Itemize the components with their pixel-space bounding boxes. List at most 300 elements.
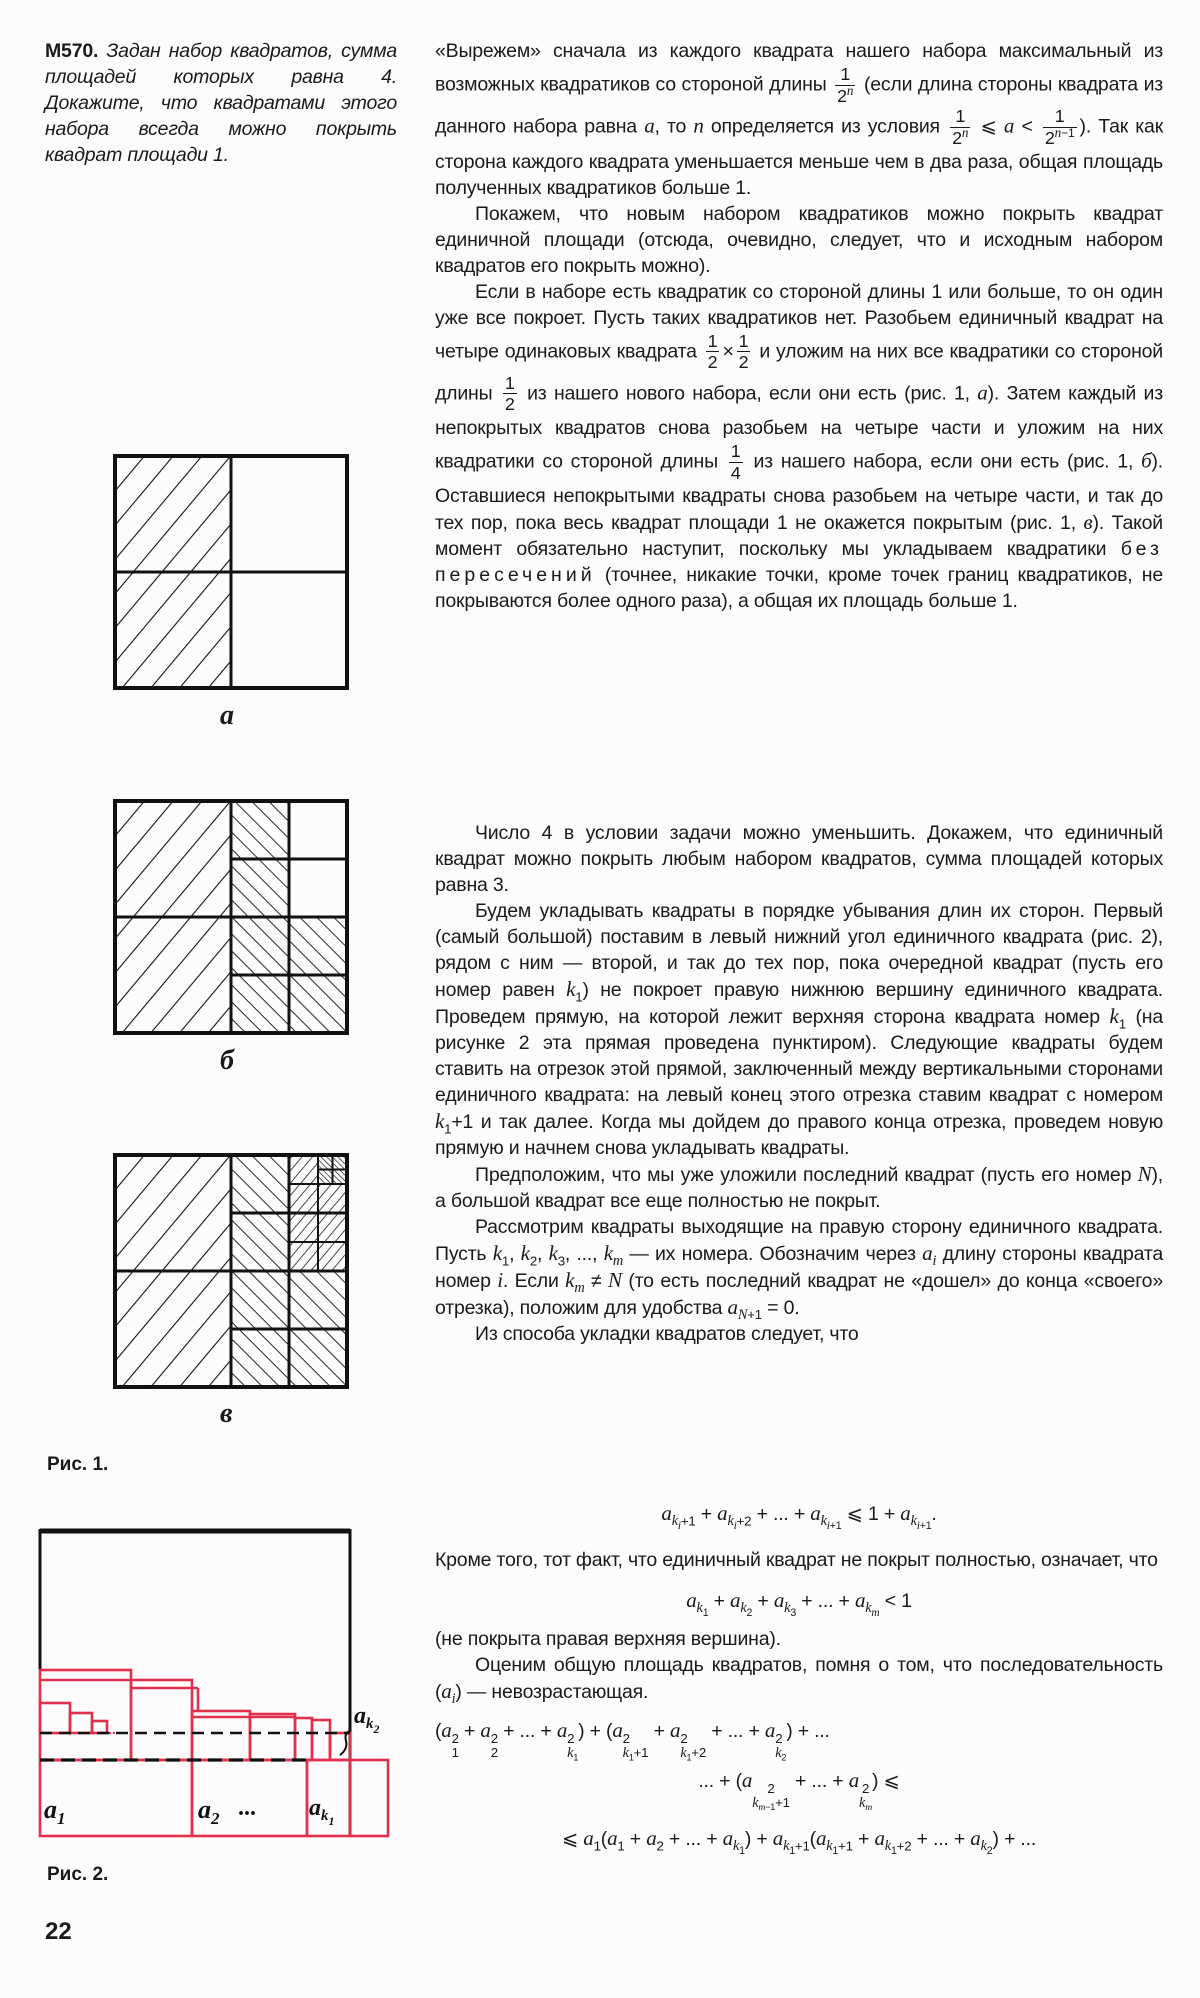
math-symbol (520, 1241, 537, 1269)
sub-sup-stack (452, 1732, 459, 1760)
math-variable: k (520, 1241, 530, 1265)
math-symbol (727, 1295, 762, 1324)
math-symbol (583, 1825, 601, 1854)
text-run: (на рисунке 2 эта прямая проведена пунктиром). Следующие квадраты будем ставить на отрезок этой прямой, заключенный между вертикальными сторонами единичного квадрата: на левый конец этого отрезка ставим квадрат с номером (435, 1006, 1164, 1106)
subscript (574, 1280, 584, 1295)
superscript (1055, 126, 1075, 140)
math-symbol (669, 1718, 706, 1763)
fraction-denominator: 2 (504, 394, 515, 415)
math-variable: k (622, 1744, 629, 1761)
text-run: Если в наборе есть квадратик со стороной длины 1 или больше, то он один уже все покроет. Пусть таких квадратиков нет. Разобьем единичный квадрат на четыре одинаковых квадрата (435, 280, 1163, 362)
math-symbol (859, 1794, 873, 1814)
sub-sup-stack (859, 1780, 873, 1814)
subscript (613, 1253, 623, 1268)
subscript: 1 (890, 1845, 897, 1858)
text-run: Рассмотрим квадраты выходящие на правую сторону единичного квадрата. Пусть (435, 1216, 1163, 1265)
math-variable: n (1054, 125, 1062, 141)
math-symbol (671, 1513, 681, 1533)
math-variable: m (758, 1802, 766, 1814)
fraction (503, 373, 517, 415)
text-run: ... + ( (698, 1769, 742, 1792)
fraction-numerator: 1 (950, 106, 970, 128)
segment-group (859, 1794, 873, 1814)
text-run: ⩽ (973, 115, 1004, 138)
text-run: , (509, 1243, 521, 1265)
problem-number: М570. (45, 40, 99, 62)
math-variable: k (732, 1838, 740, 1855)
fraction (737, 331, 751, 373)
subscript: 1 (789, 1845, 795, 1858)
subscript (758, 1802, 775, 1812)
label-ak2: $a_{k2}$ (354, 1703, 380, 1736)
math-variable: a (441, 1679, 452, 1703)
fraction (1043, 106, 1077, 148)
text-run: +1 (919, 1520, 932, 1533)
formula-sum-squares-3 (435, 1825, 1163, 1858)
fraction-numerator: 1 (1043, 106, 1077, 128)
text-run: 2 (567, 1730, 575, 1746)
fraction-denominator (950, 125, 970, 149)
fraction-numerator: 1 (738, 330, 749, 351)
math-symbol (1109, 1004, 1126, 1032)
label-ak1: $a_{k1}$ (309, 1795, 335, 1828)
math-variable: m (865, 1802, 873, 1814)
math-symbol (752, 1794, 776, 1814)
sub-sup-stack (752, 1780, 790, 1814)
segment-group (623, 1746, 649, 1761)
text-run: + (852, 1827, 875, 1850)
math-symbol (435, 1109, 452, 1137)
figure-1c-label: в (220, 1398, 233, 1429)
text-run: < 1 (879, 1590, 912, 1612)
math-symbol (480, 1718, 498, 1760)
text-run: ≠ (584, 1270, 608, 1292)
math-variable: k (826, 1838, 833, 1855)
text-run: + (752, 1590, 774, 1612)
math-variable: k (671, 1513, 678, 1530)
math-variable: a (717, 1501, 728, 1525)
text-run: 2 (490, 1730, 498, 1746)
math-variable: k (740, 1600, 747, 1617)
math-symbol (492, 1241, 510, 1269)
text-run: −1 (765, 1802, 776, 1813)
solution-block-b (435, 820, 1163, 1347)
subscript (826, 1838, 853, 1858)
math-variable: n (846, 82, 854, 98)
subscript: 1 (444, 1121, 452, 1137)
fraction-denominator (835, 82, 855, 107)
text-run: , (536, 1243, 549, 1265)
subscript (784, 1600, 797, 1620)
math-variable: m (612, 1253, 623, 1270)
text-run: +1 (794, 1838, 810, 1854)
math-variable: n (961, 125, 969, 141)
text-run: +2 (736, 1513, 752, 1529)
subscript (671, 1513, 696, 1533)
paragraph (435, 1214, 1164, 1324)
math-variable: k (859, 1794, 866, 1811)
math-symbol (441, 1718, 459, 1760)
math-symbol (784, 1600, 797, 1620)
text-run: ), а большой квадрат все еще полностью не покрыт. (435, 1164, 1163, 1212)
math-symbol (874, 1825, 912, 1858)
paragraph (435, 1652, 1163, 1708)
math-variable: k (783, 1838, 790, 1855)
subscript (865, 1802, 872, 1812)
text-run: . Если (502, 1270, 566, 1292)
text-run: 2 (952, 127, 962, 148)
text-run: +1 и так далее. Когда мы дойдем до правого конца отрезка, проведем новую прямую и начнем снова укладывать квадраты. (435, 1111, 1163, 1159)
math-variable: a (900, 1501, 911, 1525)
text-run: ) + ( (578, 1720, 613, 1742)
segment-group (567, 1746, 578, 1761)
math-symbol (848, 1767, 873, 1814)
math-variable: a (480, 1718, 491, 1742)
text-run: ). Так как сторона каждого квадрата уменьшается меньше чем в два раза, общая площадь полученных квадратиков больше 1. (435, 115, 1164, 199)
math-variable: k (775, 1744, 782, 1761)
math-symbol (740, 1600, 753, 1620)
math-variable: a (810, 1501, 821, 1525)
subscript: 1 (628, 1752, 634, 1763)
subscript: 3 (557, 1253, 565, 1269)
text-run: Будем укладывать квадраты в порядке убывания длин их сторон. Первый (самый большой) поставим в левый нижний угол единичного квадрата (рис. 2), рядом с ним — второй, и так до тех пор, пока очередной квадрат (пусть его номер равен (435, 900, 1163, 1001)
text-run: ( (435, 1720, 442, 1742)
math-variable: k (680, 1744, 687, 1761)
math-variable: i (932, 1253, 937, 1270)
subscript (910, 1513, 932, 1533)
text-run: 2 (767, 1780, 775, 1796)
text-run: + ... + (497, 1720, 557, 1742)
formula-inequality-2 (435, 1587, 1163, 1620)
subscript: 2 (986, 1845, 993, 1858)
paragraph (435, 1626, 1163, 1652)
text-run: 2 (775, 1730, 783, 1746)
text-run: ). Такой момент обязательно наступит, поскольку мы укладываем квадратики (435, 512, 1163, 561)
problem-statement (45, 38, 397, 168)
math-variable: N (608, 1268, 622, 1292)
math-symbol (884, 1838, 897, 1858)
math-symbol (970, 1825, 993, 1858)
math-variable: k (884, 1838, 891, 1855)
subscript: 1 (832, 1845, 839, 1858)
math-variable: в (1083, 510, 1093, 535)
math-symbol (810, 1501, 842, 1533)
fraction-numerator: 1 (707, 330, 718, 351)
math-symbol (764, 1718, 787, 1763)
text-run: +1 (633, 1744, 649, 1760)
text-run: из нашего набора, если они есть (рис. 1, (745, 450, 1142, 473)
math-symbol (565, 1268, 585, 1297)
text-run: и уложим на них все квадратики со стороной длины (435, 339, 1163, 405)
text-run: Из способа укладки квадратов следует, что (475, 1323, 859, 1345)
text-run: Предположим, что мы уже уложили последний квадрат (пусть его номер (475, 1164, 1138, 1186)
superscript (847, 84, 853, 98)
subscript: 1 (501, 1253, 510, 1269)
text-run: из нашего нового набора, если они есть (рис. 1, (519, 382, 978, 405)
math-variable: a (727, 1295, 738, 1319)
math-symbol (696, 1600, 709, 1620)
text-run: = 0. (761, 1297, 800, 1319)
superscript (962, 126, 968, 140)
math-variable: i (497, 1268, 503, 1292)
math-symbol (441, 1679, 456, 1708)
text-run: +1 (838, 1838, 853, 1854)
text-run: + (458, 1720, 481, 1742)
math-variable: i (916, 1520, 920, 1533)
paragraph (435, 279, 1163, 615)
subscript: 1 (739, 1845, 745, 1858)
math-variable: б (1141, 448, 1152, 473)
math-variable: a (970, 1825, 981, 1850)
math-symbol (775, 1744, 787, 1763)
math-symbol (773, 1588, 797, 1620)
text-run: ( (809, 1827, 816, 1850)
text-run: × (722, 339, 734, 362)
text-run: ) — невозрастающая. (455, 1681, 649, 1703)
math-variable: k (727, 1513, 734, 1530)
math-variable: a (644, 113, 655, 138)
label-dots: ... (238, 1795, 256, 1821)
segment-group (680, 1746, 706, 1761)
figure-1b-label: б (220, 1045, 234, 1076)
math-symbol (865, 1600, 880, 1620)
subscript (783, 1838, 810, 1858)
math-variable: k (784, 1600, 791, 1617)
subscript (980, 1838, 993, 1858)
math-variable: k (566, 977, 576, 1001)
math-symbol (722, 1825, 745, 1858)
text-run: , то (654, 115, 694, 138)
math-symbol (730, 1588, 753, 1620)
label-a2: $a_2$ (198, 1795, 220, 1828)
math-symbol (783, 1838, 795, 1858)
math-variable: i (733, 1520, 737, 1533)
math-symbol (900, 1501, 932, 1533)
math-variable: k (435, 1109, 445, 1133)
math-symbol (686, 1588, 709, 1620)
math-symbol (820, 1513, 842, 1533)
subscript: 2 (746, 1607, 753, 1620)
math-variable: m (574, 1280, 585, 1297)
math-variable: a (730, 1588, 741, 1612)
text-run: «Вырежем» сначала из каждого квадрата нашего набора максимальный из возможных квадратиков со стороной длины (435, 40, 1163, 96)
text-run: (не покрыта правая верхняя вершина). (435, 1628, 781, 1650)
page-number: 22 (45, 1918, 72, 1945)
text-run: −1 (1061, 126, 1075, 141)
text-run: . (931, 1503, 937, 1525)
fraction-denominator: 2 (738, 352, 749, 373)
text-run: ) ⩽ (872, 1769, 900, 1792)
fraction (835, 64, 855, 106)
math-symbol (922, 1241, 937, 1270)
math-variable: a (922, 1241, 933, 1265)
fraction (706, 331, 720, 373)
text-run: (то есть последний квадрат не «дошел» до конца «своего» отрезка), положим для удобства (435, 1270, 1163, 1319)
fraction-denominator: 2 (707, 352, 718, 373)
segment-group (752, 1794, 790, 1814)
math-variable: a (607, 1825, 618, 1850)
math-variable: N (1137, 1162, 1152, 1186)
math-symbol (622, 1744, 634, 1763)
sub-sup-stack (491, 1732, 498, 1760)
figure-1a-label: а (220, 700, 234, 731)
fraction (729, 441, 743, 483)
math-variable: n (693, 113, 704, 138)
formula-inequality-1 (435, 1500, 1163, 1533)
math-symbol (567, 1744, 579, 1763)
math-symbol (603, 1241, 623, 1270)
math-variable: k (567, 1744, 574, 1761)
paragraph (435, 1321, 1163, 1347)
paragraph (435, 1547, 1163, 1573)
math-variable: a (612, 1718, 623, 1742)
small-squares-dots: ... (108, 1721, 120, 1737)
paragraph (435, 201, 1163, 279)
text-run: Покажем, что новым набором квадратиков можно покрыть квадрат единичной площади (отсюда, очевидно, следует, что и исходным набором квадратов его покрыть можно). (435, 202, 1163, 277)
text-run: +2 (896, 1838, 912, 1854)
figure-1c-diagram (112, 1152, 350, 1390)
math-symbol (661, 1501, 696, 1533)
math-variable: a (764, 1718, 776, 1742)
fraction-numerator: 1 (730, 441, 741, 461)
subscript (820, 1513, 842, 1533)
math-variable: a (669, 1718, 681, 1742)
math-symbol (727, 1513, 737, 1533)
text-run: — их номера. Обозначим через (622, 1243, 923, 1265)
math-variable: k (1109, 1004, 1119, 1028)
fraction-denominator (1043, 125, 1077, 149)
math-symbol (732, 1838, 745, 1858)
math-variable: k (865, 1600, 872, 1617)
math-variable: m (871, 1607, 880, 1620)
fraction-numerator: 1 (504, 372, 515, 393)
sub-sup-stack (567, 1732, 578, 1761)
figure-1-caption: Рис. 1. (47, 1454, 109, 1475)
fraction (950, 106, 970, 148)
math-variable: a (741, 1767, 753, 1792)
text-run: 2 (861, 1780, 870, 1796)
paragraph (435, 820, 1163, 898)
math-symbol (741, 1767, 790, 1814)
text-run: определяется из условия (703, 115, 948, 138)
subscript: 3 (790, 1607, 797, 1620)
subscript: 2 (656, 1838, 664, 1854)
text-run: 2 (1044, 127, 1055, 148)
math-symbol (548, 1241, 565, 1269)
math-variable: i (451, 1691, 456, 1708)
math-variable: a (874, 1825, 885, 1850)
spaced-emphasis: без пересечений (435, 538, 1163, 587)
figure-2-caption: Рис. 2. (47, 1864, 109, 1885)
segment-group (775, 1746, 786, 1761)
text-run: 2 (680, 1730, 688, 1746)
math-variable: a (556, 1718, 568, 1742)
text-run: Оценим общую площадь квадратов, помня о том, что последовательность ( (435, 1654, 1163, 1703)
subscript (917, 1521, 932, 1533)
text-run: ). Затем каждый из непокрытых квадратов снова разобьем на четыре части и уложим на них квадратики со стороной длины (435, 382, 1163, 473)
text-run: ⩽ (561, 1827, 584, 1850)
subscript: 1 (686, 1752, 692, 1763)
text-run: ⩽ 1 + (841, 1503, 901, 1525)
math-symbol (607, 1825, 625, 1854)
figure-2-diagram (38, 1525, 398, 1845)
text-run: +1 (775, 1794, 790, 1810)
text-run: + ... + (911, 1827, 971, 1850)
math-symbol (980, 1838, 993, 1858)
subscript: 1 (617, 1838, 625, 1854)
math-symbol (854, 1588, 880, 1620)
text-run: +1 (829, 1520, 842, 1533)
math-variable: a (661, 1501, 672, 1525)
math-variable: a (686, 1588, 697, 1612)
math-variable: N (737, 1307, 748, 1324)
subscript (740, 1600, 753, 1620)
subscript: 1 (702, 1607, 709, 1620)
text-run: + ... + (663, 1827, 723, 1850)
text-run: + (695, 1503, 718, 1525)
text-run: + ... + (789, 1769, 849, 1792)
math-variable: a (722, 1825, 733, 1850)
text-run: + (708, 1590, 731, 1612)
math-symbol (815, 1825, 853, 1858)
math-variable: k (548, 1241, 558, 1265)
text-run: ) не покроет правую нижнюю вершину единичного квадрата. Проведем прямую, на которой лежит верхняя сторона квадрата номер (435, 979, 1164, 1028)
text-run: + ... + (706, 1720, 765, 1742)
fraction-numerator: 1 (835, 64, 855, 86)
subscript: 2 (781, 1752, 787, 1763)
math-symbol (612, 1718, 649, 1763)
math-variable: k (752, 1794, 759, 1811)
math-variable: k (696, 1600, 703, 1617)
math-symbol (556, 1718, 579, 1763)
subscript (827, 1521, 842, 1533)
math-symbol (772, 1825, 810, 1858)
math-variable: i (677, 1520, 681, 1533)
problem-text: Задан набор квадратов, сумма площадей которых равна 4. Докажите, что квадратами этого набора всегда можно покрыть квадрат площади 1. (45, 40, 398, 166)
text-run: ) + ... (786, 1720, 830, 1742)
text-run: ( (600, 1827, 608, 1850)
text-run: ) + (744, 1827, 773, 1850)
subscript (732, 1838, 745, 1858)
math-variable: а (977, 380, 988, 405)
solution-block-c (435, 1500, 1163, 1858)
text-run: Кроме того, тот факт, что единичный квадрат не покрыт полностью, означает, что (435, 1549, 1158, 1571)
math-variable: a (854, 1588, 866, 1612)
subscript: 1 (573, 1752, 579, 1763)
text-run: 1 (451, 1744, 459, 1760)
subscript (727, 1513, 752, 1533)
sub-sup-stack (775, 1732, 786, 1761)
subscript (884, 1838, 912, 1858)
text-run: 2 (837, 85, 847, 106)
math-variable: a (583, 1825, 594, 1850)
paragraph (435, 898, 1163, 1161)
formula-sum-squares-2 (435, 1767, 1163, 1814)
math-symbol (680, 1744, 692, 1763)
text-run: + ... + (751, 1503, 811, 1525)
math-variable: a (441, 1718, 452, 1742)
sub-sup-stack (623, 1732, 649, 1761)
subscript: 2 (529, 1253, 537, 1269)
text-run: 2 (451, 1730, 459, 1746)
math-variable: a (646, 1825, 657, 1850)
subscript: 1 (1118, 1016, 1126, 1032)
math-variable: i (826, 1520, 830, 1533)
paragraph (435, 38, 1163, 201)
text-run: + (624, 1827, 647, 1850)
text-run: +1 (747, 1307, 762, 1323)
text-run: +1 (680, 1513, 696, 1529)
